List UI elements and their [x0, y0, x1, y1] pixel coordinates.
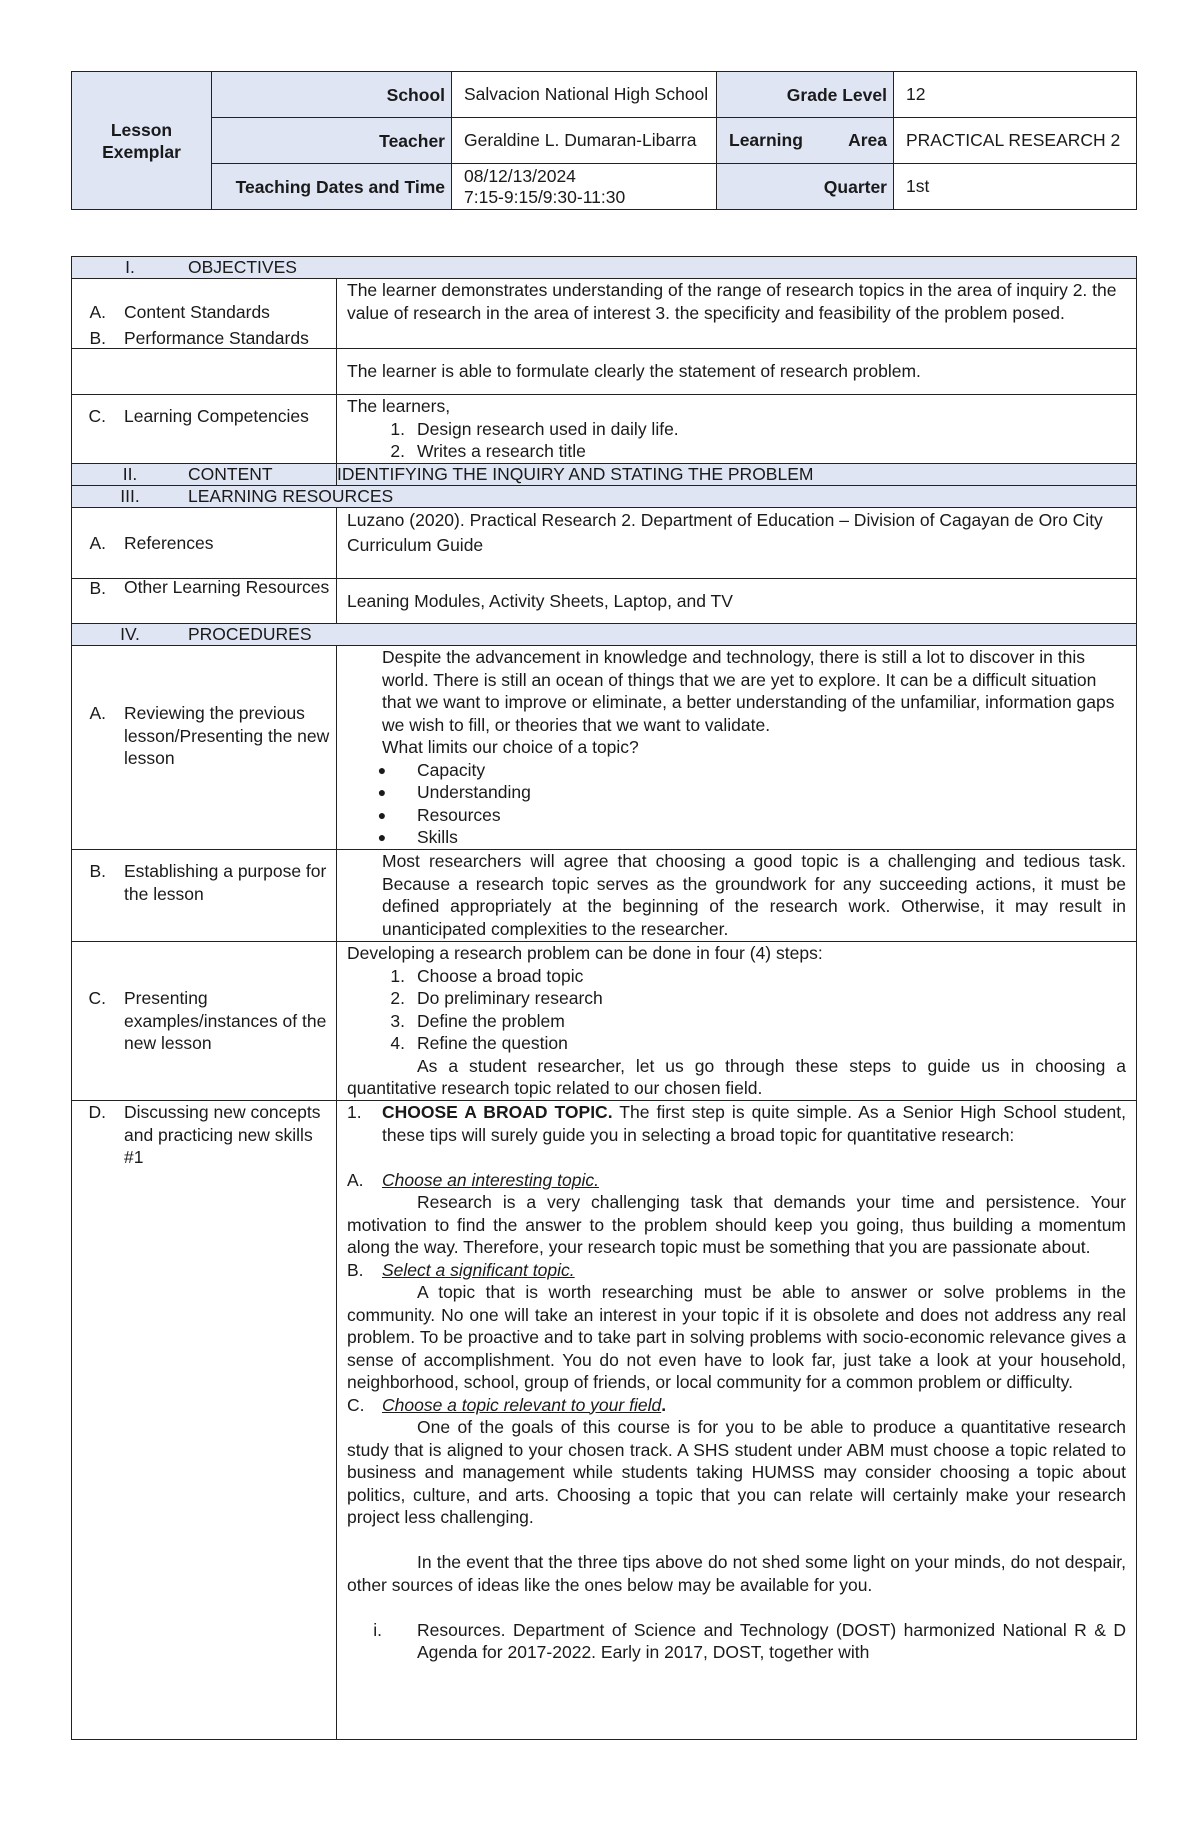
item-text: Capacity: [417, 759, 486, 780]
teaching-dates-line2: 7:15-9:15/9:30-11:30: [464, 186, 626, 207]
bullet-icon: ●: [377, 761, 387, 778]
item-text: Writes a research title: [417, 441, 586, 461]
item-letter: A.: [89, 533, 106, 553]
item-text: Skills: [417, 827, 458, 847]
item-text: Do preliminary research: [417, 988, 603, 1008]
item-letter: B.: [89, 861, 106, 881]
roman-numeral: i.: [373, 1619, 382, 1640]
list-item: [347, 987, 1126, 1010]
procedure-b-label-cell: [72, 850, 337, 942]
list-item: [347, 440, 1126, 463]
bullet-icon: ●: [377, 806, 387, 823]
section-title: PROCEDURES: [188, 624, 312, 644]
procedure-a-text: Despite the advancement in knowledge and technology, there is still a lot to discover in this world. There is still an ocean of things that we are yet to explore. It can be a difficult situation that we want to improve or eliminate, a better understanding of the unfamiliar, information gaps we wish to fill, or theories that we want to validate.: [382, 647, 1115, 735]
content-standards-label: Content Standards: [124, 302, 270, 322]
teaching-dates-label: Teaching Dates and Time: [212, 164, 452, 210]
school-label: School: [212, 72, 452, 118]
tip-c-title: Choose a topic relevant to your field: [382, 1394, 662, 1415]
tip-letter: A.: [347, 1169, 364, 1190]
limits-bullet-list: [347, 759, 1126, 849]
item-letter: B.: [89, 578, 106, 598]
other-resources-label: Other Learning Resources: [124, 577, 330, 597]
item-number: 3.: [390, 1010, 405, 1031]
teaching-dates-value: [452, 164, 717, 210]
other-resources-text: Leaning Modules, Activity Sheets, Laptop, and TV: [337, 579, 1137, 624]
bullet-icon: ●: [377, 829, 387, 845]
learning-area-label-word1: Learning: [729, 130, 803, 151]
item-number: 1.: [347, 1102, 362, 1122]
procedure-d-content: [337, 1101, 1137, 1740]
lesson-exemplar-text: Lesson Exemplar: [102, 119, 181, 162]
bullet-icon: ●: [377, 784, 387, 800]
performance-standards-label: Performance Standards: [124, 328, 309, 348]
list-item: [347, 759, 1126, 782]
tip-b-title: Select a significant topic.: [382, 1259, 575, 1280]
list-item: [347, 826, 1126, 849]
item-number: 4.: [390, 1033, 405, 1053]
procedure-b-text: Most researchers will agree that choosing a good topic is a challenging and tedious task. Because a research topic serves as the groundwork for any succeeding actions, it must be defined appropriately at the beginning of the research work. Otherwise, it may result in unanticipated complexities to the researcher.: [382, 851, 1127, 939]
learning-competencies-label-cell: [72, 395, 337, 464]
item-letter: A.: [89, 703, 106, 723]
resources-roman-item: [347, 1619, 1126, 1664]
section-number: I.: [125, 257, 135, 277]
item-number: 1.: [390, 965, 405, 986]
reference-line: Luzano (2020). Practical Research 2. Department of Education – Division of Cagayan de Oro City: [347, 510, 1103, 530]
content-section-header: [72, 464, 337, 486]
procedure-a-label-cell: [72, 646, 337, 850]
objectives-section-header: [72, 257, 1137, 279]
step-one-text: The first step is quite simple. As a Senior High School student, these tips will surely guide you in selecting a broad topic for quantitative research:: [382, 1102, 1126, 1145]
section-title: LEARNING RESOURCES: [188, 486, 394, 506]
tip-a-heading: [347, 1169, 1126, 1192]
steps-list: [347, 965, 1126, 1055]
section-title: CONTENT: [188, 464, 273, 484]
learning-competencies-list: [347, 418, 1126, 463]
tip-c-period: .: [661, 1394, 667, 1415]
quarter-label: Quarter: [717, 164, 894, 210]
section-number: IV.: [120, 624, 140, 644]
content-text: IDENTIFYING THE INQUIRY AND STATING THE PROBLEM: [337, 464, 1137, 486]
tip-a-title: Choose an interesting topic.: [382, 1169, 599, 1190]
teaching-dates-line1: 08/12/13/2024: [464, 165, 576, 186]
section-title: OBJECTIVES: [188, 257, 297, 277]
step-one-heading: CHOOSE A BROAD TOPIC.: [382, 1102, 613, 1122]
section-number: II.: [122, 464, 138, 484]
procedure-c-closing: As a student researcher, let us go through these steps to guide us in choosing a quantitative research topic related to our chosen field.: [347, 1055, 1127, 1098]
list-item: [347, 1032, 1126, 1055]
tip-a-text: Research is a very challenging task that demands your time and persistence. Your motivation to find the answer to the problem should keep you going, thus building a momentum along the way. Therefore, your research topic must be something that you are passionate about.: [347, 1192, 1127, 1257]
procedure-b-content: [337, 850, 1137, 942]
teacher-value: Geraldine L. Dumaran-Libarra: [452, 118, 717, 164]
learning-competencies-intro: The learners,: [347, 396, 451, 416]
tip-b-heading: [347, 1259, 1126, 1282]
procedure-d-label-cell: [72, 1101, 337, 1740]
lesson-exemplar-title: [72, 72, 212, 210]
item-letter: B.: [89, 328, 106, 348]
reference-line: Curriculum Guide: [347, 534, 484, 555]
item-letter: A.: [89, 302, 106, 322]
section-number: III.: [120, 486, 140, 506]
performance-standards-label-cell: [72, 328, 337, 395]
references-label-cell: [72, 508, 337, 579]
item-text: Resources: [417, 804, 501, 825]
content-standards-text: The learner demonstrates understanding of the range of research topics in the area of inquiry 2. the value of research in the area of interest 3. the specificity and feasibility of the problem posed.: [337, 279, 1137, 349]
item-number: 1.: [390, 418, 405, 439]
item-text: Design research used in daily life.: [417, 418, 679, 439]
school-value: Salvacion National High School: [452, 72, 717, 118]
lesson-header-table: [71, 71, 1137, 210]
tip-letter: C.: [347, 1394, 365, 1415]
references-content: [337, 508, 1137, 579]
item-text: Understanding: [417, 782, 531, 802]
tip-c-text: One of the goals of this course is for you to be able to produce a quantitative research study that is aligned to your chosen track. A SHS student under ABM must choose a topic related to business and management while students taking HUMSS may consider choosing a topic about politics, culture, and arts. Choosing a topic that you can relate will certainly make your research project less challenging.: [347, 1417, 1127, 1527]
tip-b-text: A topic that is worth researching must be able to answer or solve problems in the community. No one will take an interest in your topic if it is obsolete and does not address any real problem. To be proactive and to take part in solving problems with socio-economic relevance gives a sense of accomplishment. You do not even have to look far, just take a look at your household, neighborhood, school, group of friends, or local community for a common problem or difficulty.: [347, 1282, 1127, 1392]
item-letter: C.: [88, 988, 106, 1008]
procedure-a-content: [337, 646, 1137, 850]
item-text: Choose a broad topic: [417, 965, 584, 986]
item-text: Define the problem: [417, 1010, 565, 1031]
procedure-a-label: Reviewing the previous lesson/Presenting the new lesson: [124, 703, 330, 768]
list-item: [347, 965, 1126, 988]
list-item: [347, 804, 1126, 827]
procedure-c-label-cell: [72, 942, 337, 1101]
item-number: 2.: [390, 441, 405, 461]
tip-letter: B.: [347, 1259, 364, 1280]
grade-level-value: 12: [894, 72, 1137, 118]
resources-roman-text: Resources. Department of Science and Technology (DOST) harmonized National R & D Agenda for 2017-2022. Early in 2017, DOST, together with: [417, 1619, 1127, 1662]
quarter-value: 1st: [894, 164, 1137, 210]
step-one-paragraph: [347, 1101, 1126, 1146]
learning-area-value: PRACTICAL RESEARCH 2: [894, 118, 1137, 164]
item-number: 2.: [390, 988, 405, 1008]
item-letter: D.: [88, 1102, 106, 1122]
teacher-label: Teacher: [212, 118, 452, 164]
procedure-a-question: What limits our choice of a topic?: [382, 737, 639, 757]
procedure-d-label: Discussing new concepts and practicing new skills #1: [124, 1102, 321, 1167]
performance-standards-text: The learner is able to formulate clearly the statement of research problem.: [337, 349, 1137, 395]
grade-level-label: Grade Level: [717, 72, 894, 118]
procedure-c-content: [337, 942, 1137, 1101]
learning-area-label-word2: Area: [848, 130, 887, 151]
references-label: References: [124, 533, 214, 553]
list-item: [347, 781, 1126, 804]
procedures-section-header: [72, 624, 1137, 646]
procedure-c-label: Presenting examples/instances of the new lesson: [124, 988, 327, 1053]
tip-c-heading: [347, 1394, 1126, 1417]
learning-resources-section-header: [72, 486, 1137, 508]
procedure-b-label: Establishing a purpose for the lesson: [124, 861, 327, 904]
event-text: In the event that the three tips above do not shed some light on your minds, do not despair, other sources of ideas like the ones below may be available for you.: [347, 1552, 1127, 1595]
learning-competencies-content: [337, 395, 1137, 464]
lesson-plan-table: [71, 256, 1137, 1740]
item-text: Refine the question: [417, 1033, 568, 1053]
other-resources-label-cell: [72, 579, 337, 624]
item-letter: C.: [88, 406, 106, 426]
learning-area-label: [717, 118, 894, 164]
learning-competencies-label: Learning Competencies: [124, 406, 309, 426]
procedure-c-intro: Developing a research problem can be done in four (4) steps:: [347, 943, 823, 963]
list-item: [347, 1010, 1126, 1033]
list-item: [347, 418, 1126, 441]
